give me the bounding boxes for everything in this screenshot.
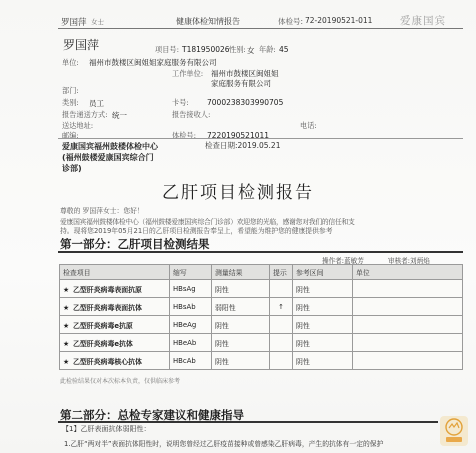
greeting: 尊敬的 罗国萍女士：您好！ xyxy=(60,207,144,215)
sex: 女 xyxy=(247,46,255,55)
card-number: 7000238303990705 xyxy=(207,98,284,107)
row-result: 弱阳性 xyxy=(212,298,270,316)
row-result: 阴性 xyxy=(212,316,270,334)
results-table xyxy=(59,264,463,370)
star-icon: ★ xyxy=(63,339,70,348)
workplace-line-2: 家庭服务有限公司 xyxy=(211,79,271,88)
row-result: 阴性 xyxy=(212,334,270,352)
col-header-ref: 参考区间 xyxy=(293,265,353,280)
header-code: 72-20190521-011 xyxy=(305,16,373,25)
phone-label: 电话: xyxy=(300,121,317,130)
check-date-value: 2019.05.21 xyxy=(237,141,281,150)
section-2-title: 第二部分：总检专家建议和健康指导 xyxy=(60,408,244,422)
age: 45 xyxy=(279,45,289,54)
row-abbr: HBeAg xyxy=(170,316,212,334)
row-unit xyxy=(353,352,463,370)
advice-heading: 【1】乙肝表面抗体弱阳性： xyxy=(62,425,151,433)
row-abbr: HBcAb xyxy=(170,352,212,370)
org-line-3: 诊部) xyxy=(62,164,82,173)
org-line-1: 爱康国宾福州鼓楼体检中心 xyxy=(62,142,158,151)
row-ref: 阴性 xyxy=(293,280,353,298)
age-label: 年龄: xyxy=(259,45,276,54)
brand-logo-text: 爱康国宾 xyxy=(400,15,446,27)
operator-name: 蓝敏芳 xyxy=(344,257,364,265)
address-label: 送达地址: xyxy=(62,121,94,130)
row-unit xyxy=(353,298,463,316)
row-hint xyxy=(270,280,293,298)
table-footnote: 此检验结果仅对本次标本负责，仅供临床参考 xyxy=(60,378,181,385)
watermark-stamp xyxy=(440,416,468,446)
header-title: 健康体检知情报告 xyxy=(176,17,240,26)
row-item: 乙型肝炎病毒e抗体 xyxy=(73,339,133,348)
row-ref: 阴性 xyxy=(293,298,353,316)
section-2-rule xyxy=(58,421,438,423)
row-abbr: HBsAg xyxy=(170,280,212,298)
row-hint: ↑ xyxy=(270,298,293,316)
intro-line-2: 持。现将您2019年05月21日的乙肝项目检测报告奉呈上，希望能为维护您的健康提供参考 xyxy=(60,227,333,235)
row-hint xyxy=(270,334,293,352)
unit: 福州市鼓楼区闽姐姐家庭服务有限公司 xyxy=(89,58,217,67)
sex-label: 性别: xyxy=(229,45,246,54)
table-header-row xyxy=(60,265,463,280)
item-no-label: 项目号: xyxy=(155,45,179,54)
recipient-label: 报告接收人: xyxy=(172,110,211,119)
row-result: 阴性 xyxy=(212,352,270,370)
table-row xyxy=(60,298,463,316)
row-unit xyxy=(353,316,463,334)
row-item: 乙型肝炎病毒表面抗原 xyxy=(73,285,142,294)
section-1-title: 第一部分：乙肝项目检测结果 xyxy=(60,237,210,251)
category: 员工 xyxy=(89,99,104,108)
col-header-unit: 单位 xyxy=(353,265,463,280)
reviewer-label: 审核者: xyxy=(388,257,411,265)
dept-label: 部门: xyxy=(62,86,79,95)
header-code-label: 体检号: xyxy=(278,17,304,26)
delivery: 统一 xyxy=(112,111,127,120)
workplace-line-1: 福州市鼓楼区闽姐姐 xyxy=(211,69,279,78)
row-unit xyxy=(353,280,463,298)
col-header-item: 检查项目 xyxy=(60,265,170,280)
reviewer-name: 刘炳焰 xyxy=(410,257,430,265)
col-header-abbr: 缩写 xyxy=(170,265,212,280)
stamp-icon xyxy=(440,416,468,446)
row-item: 乙型肝炎病毒e抗原 xyxy=(73,321,133,330)
delivery-label: 报告递送方式: xyxy=(62,110,108,119)
operator-label: 操作者: xyxy=(322,257,345,265)
star-icon: ★ xyxy=(63,285,70,294)
post-label: 邮编: xyxy=(62,131,79,140)
workplace-label: 工作单位: xyxy=(172,69,204,78)
star-icon: ★ xyxy=(63,357,70,366)
col-header-result: 测量结果 xyxy=(212,265,270,280)
header-name: 罗国萍 xyxy=(61,18,87,28)
intro-line-1: 爱康国宾福州鼓楼体检中心（福州鼓楼爱康国宾综合门诊部）欢迎您的光临，感谢您对我们的信任和支 xyxy=(60,218,355,226)
item-no: T181950026 xyxy=(182,45,230,54)
report-title: 乙肝项目检测报告 xyxy=(162,183,314,203)
header-gender: 女士 xyxy=(91,18,104,26)
star-icon: ★ xyxy=(63,321,70,330)
table-row xyxy=(60,352,463,370)
info-divider xyxy=(58,138,463,139)
advice-line-1: 1.乙肝“两对半”表面抗体阳性时，说明您曾经过乙肝疫苗接种或曾感染乙肝病毒，产生的抗体有一定的保护 xyxy=(64,440,384,448)
card-label: 卡号: xyxy=(172,98,189,107)
col-header-hint: 提示 xyxy=(270,265,293,280)
table-row xyxy=(60,334,463,352)
table-row xyxy=(60,316,463,334)
section-1-rule xyxy=(58,251,463,253)
table-row xyxy=(60,280,463,298)
exam-no-label: 体检号: xyxy=(172,131,196,140)
row-ref: 阴性 xyxy=(293,334,353,352)
row-abbr: HBeAb xyxy=(170,334,212,352)
row-item: 乙型肝炎病毒核心抗体 xyxy=(73,357,142,366)
row-ref: 阴性 xyxy=(293,352,353,370)
header-divider xyxy=(58,28,463,29)
row-unit xyxy=(353,334,463,352)
row-ref: 阴性 xyxy=(293,316,353,334)
patient-name: 罗国萍 xyxy=(63,38,100,52)
row-item: 乙型肝炎病毒表面抗体 xyxy=(73,303,142,312)
row-hint xyxy=(270,316,293,334)
exam-no: 7220190521011 xyxy=(207,131,270,140)
check-date-label: 检查日期: xyxy=(205,141,238,150)
org-line-2: (福州鼓楼爱康国宾综合门 xyxy=(62,153,154,162)
star-icon: ★ xyxy=(63,303,70,312)
unit-label: 单位: xyxy=(62,58,79,67)
category-label: 类别: xyxy=(62,98,79,107)
row-abbr: HBsAb xyxy=(170,298,212,316)
row-hint xyxy=(270,352,293,370)
check-date xyxy=(205,140,280,151)
row-result: 阴性 xyxy=(212,280,270,298)
